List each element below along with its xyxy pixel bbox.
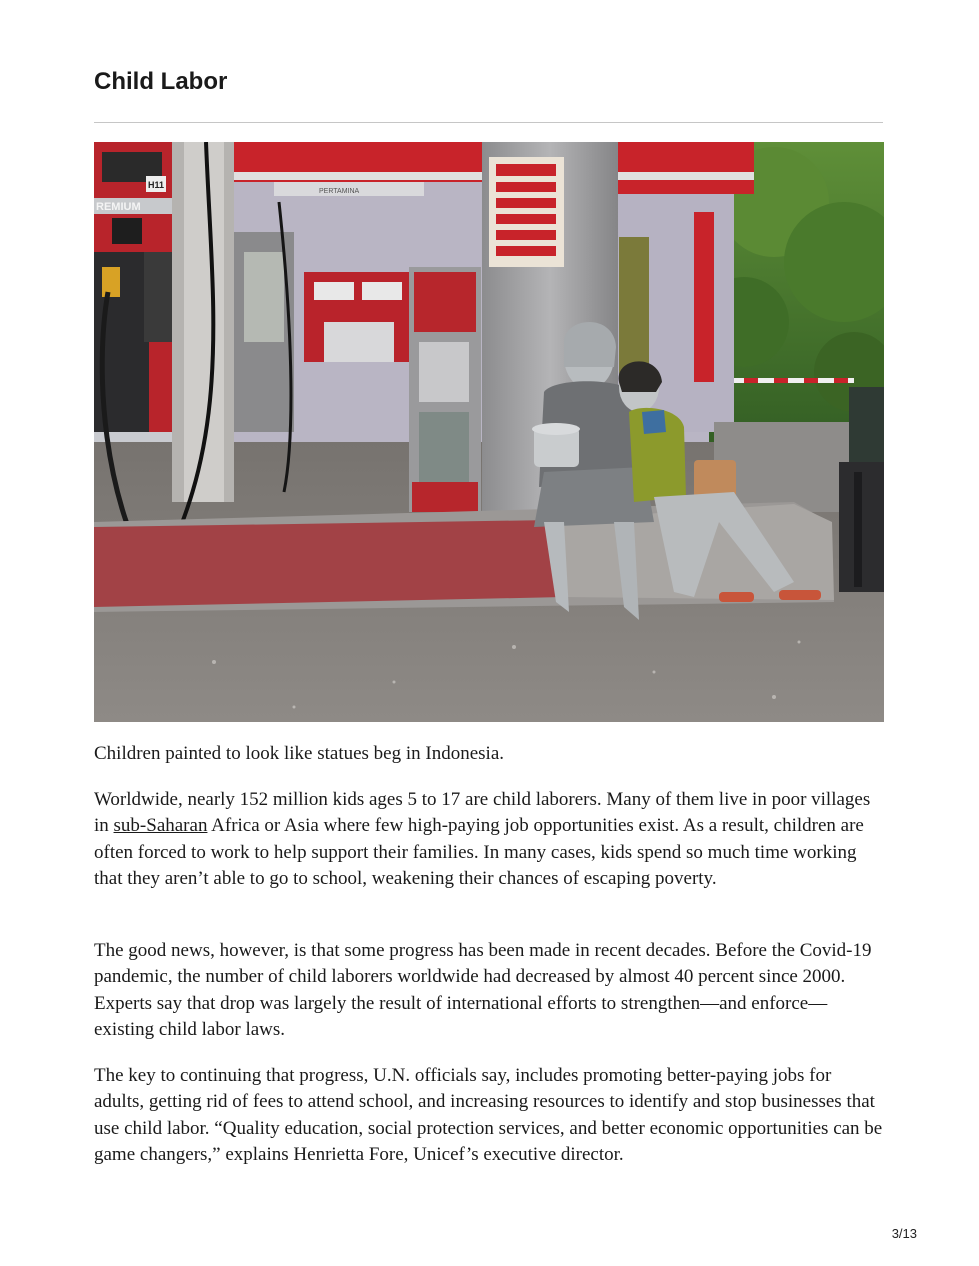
paragraph-3: The key to continuing that progress, U.N. officials say, includes promoting better-paying jobs for adults, getting rid of fees to attend school, and increasing resources to identify and stop businesses that use child labor. “Quality education, social protection services, and better economic opportunities can be game changers,” explains Henrietta Fore, Unicef’s executive director. — [94, 1065, 883, 1165]
sub-saharan-link[interactable]: sub-Saharan — [113, 815, 208, 837]
heading-divider — [94, 122, 883, 123]
svg-text:H11: H11 — [148, 180, 165, 190]
paragraph-1 — [94, 787, 884, 892]
paragraph-2: The good news, however, is that some progress has been made in recent decades. Before the Covid-19 pandemic, the number of child laborers worldwide had decreased by almost 40 percent since 2000. Experts say that drop was largely the result of international efforts to strengthen—and enforce—existing child labor laws. — [94, 940, 872, 1040]
article-photo — [94, 142, 884, 722]
page-number: 3/13 — [891, 1226, 917, 1241]
paragraph-1-text-end: Africa or Asia where few high-paying job opportunities exist. As a result, children are often forced to work to help support their families. In many cases, kids spend so much time working that they aren’t able to go to school, weakening their chances of escaping poverty. — [94, 815, 864, 889]
paragraph-1-text-start: Worldwide, nearly 152 million kids ages 5 to 17 are child laborers. Many of them live in poor villages in — [94, 789, 871, 837]
photo-caption: Children painted to look like statues beg in Indonesia. — [94, 743, 505, 764]
svg-text:PERTAMINA: PERTAMINA — [319, 188, 360, 195]
svg-text:REMIUM: REMIUM — [96, 201, 141, 213]
article-heading: Child Labor — [94, 68, 228, 95]
